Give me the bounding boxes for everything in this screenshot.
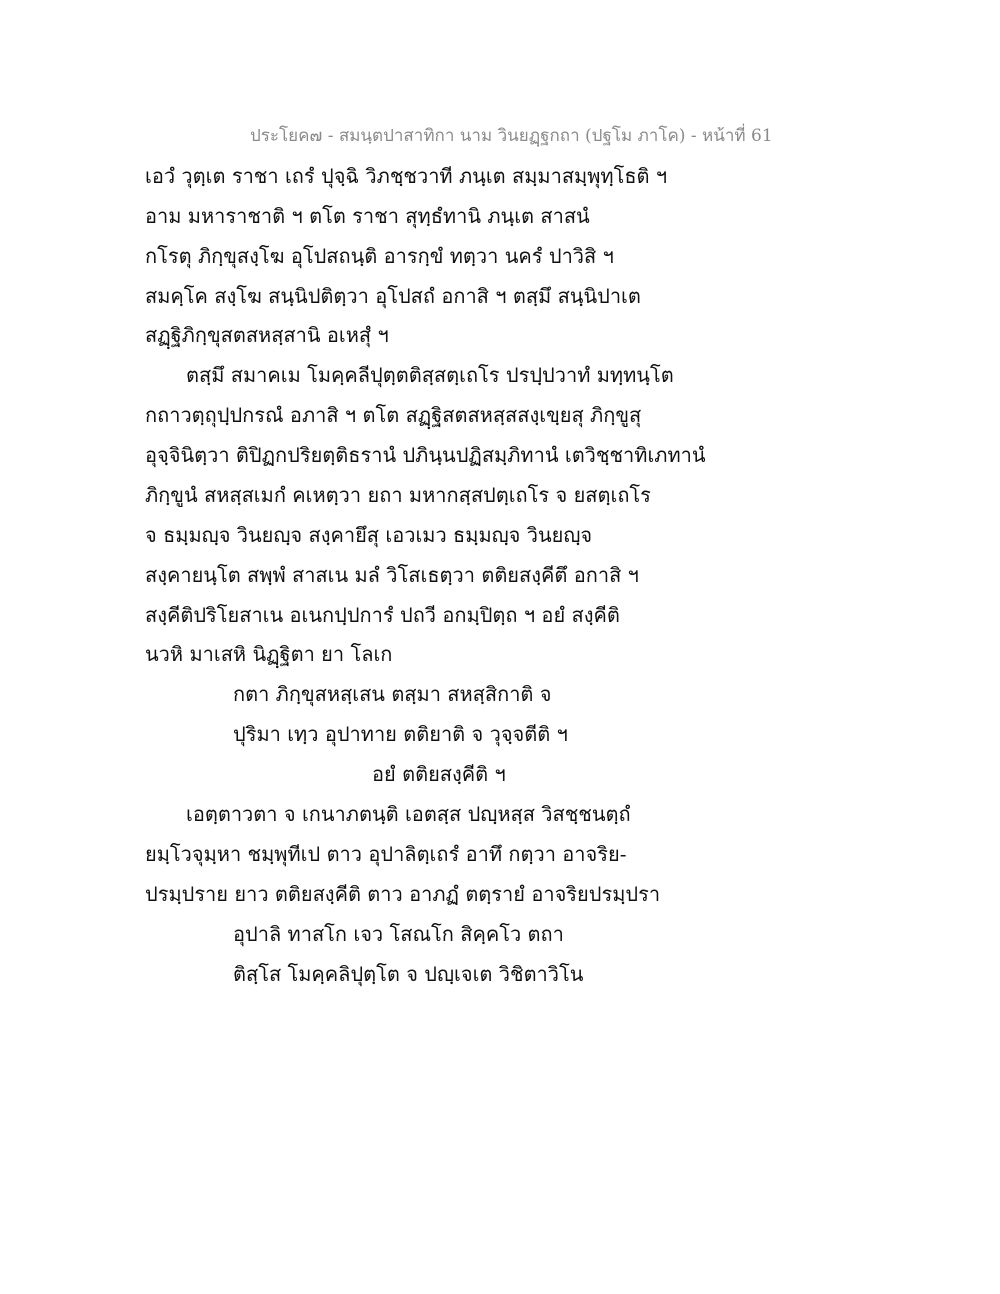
body-line: เอวํ วุตฺเต ราชา เถรํ ปุจฺฉิ วิภชฺชวาที ภนฺเต สมฺมาสมฺพุทฺโธติ ฯ <box>145 164 668 188</box>
body-line: ยมฺโวจุมฺหา ชมฺพุทีเป ตาว อุปาลิตฺเถรํ อาทึ กตฺวา อาจริย- <box>145 842 627 866</box>
body-line: กโรตุ ภิกฺขุสงฺโฆ อุโปสถนฺติ อารกฺขํ ทตฺวา นครํ ปาวิสิ ฯ <box>145 244 614 268</box>
body-line: ภิกฺขูนํ สหสฺสเมกํ คเหตฺวา ยถา มหากสฺสปตฺเถโร จ ยสตฺเถโร <box>145 483 651 507</box>
verse-line: ปุริมา เทฺว อุปาทาย ตติยาติ จ วุจฺจตีติ ฯ <box>233 722 568 746</box>
body-line: สงฺคายนฺโต สพฺพํ สาสเน มลํ วิโสเธตฺวา ตติยสงฺคีตึ อกาสิ ฯ <box>145 563 639 587</box>
page-header: ประโยค๗ - สมนฺตปาสาทิกา นาม วินยฏฺฐกถา (ปฐโม ภาโค) - หน้าที่ 61 <box>250 126 773 146</box>
body-line: สงฺคีติปริโยสาเน อเนกปฺปการํ ปถวี อกมฺปิตฺถ ฯ อยํ สงฺคีติ <box>145 603 620 627</box>
body-line: นวหิ มาเสหิ นิฏฺฐิตา ยา โลเก <box>145 642 393 666</box>
body-line: อุจฺจินิตฺวา ติปิฏกปริยตฺติธรานํ ปภินฺนปฏิสมฺภิทานํ เตวิชฺชาทิเภทานํ <box>145 443 706 467</box>
body-line: เอตฺตาวตา จ เกนาภตนฺติ เอตสฺส ปญฺหสฺส วิสชฺชนตฺถํ <box>186 802 631 826</box>
body-line: สมคฺโค สงฺโฆ สนฺนิปติตฺวา อุโปสถํ อกาสิ ฯ ตสฺมึ สนฺนิปาเต <box>145 284 641 308</box>
body-line: ตสฺมึ สมาคเม โมคฺคลีปุตฺตติสฺสตฺเถโร ปรปฺปวาทํ มทฺทนฺโต <box>186 363 674 387</box>
body-line: ปรมฺปราย ยาว ตติยสงฺคีติ ตาว อาภฏํ ตตฺรายํ อาจริยปรมฺปรา <box>145 882 661 906</box>
body-line: จ ธมฺมญฺจ วินยญฺจ สงฺคายึสุ เอวเมว ธมฺมญฺจ วินยญฺจ <box>145 523 593 547</box>
verse-line: อุปาลิ ทาสโก เจว โสณโก สิคฺคโว ตถา <box>233 922 564 946</box>
verse-line: กตา ภิกฺขุสหสฺเสน ตสฺมา สหสฺสิกาติ จ <box>233 682 552 706</box>
verse-line: ติสฺโส โมคฺคลิปุตฺโต จ ปญฺเจเต วิชิตาวิโน <box>233 962 584 986</box>
body-line: อาม มหาราชาติ ฯ ตโต ราชา สุทฺธํทานิ ภนฺเต สาสนํ <box>145 204 590 228</box>
body-line: กถาวตฺถุปฺปกรณํ อภาสิ ฯ ตโต สฏฺฐิสตสหสฺสสงฺเขฺยสุ ภิกฺขูสุ <box>145 403 642 427</box>
verse-line: อยํ ตติยสงฺคีติ ฯ <box>372 762 506 786</box>
body-line: สฏฺฐิภิกฺขุสตสหสฺสานิ อเหสุํ ฯ <box>145 323 389 347</box>
